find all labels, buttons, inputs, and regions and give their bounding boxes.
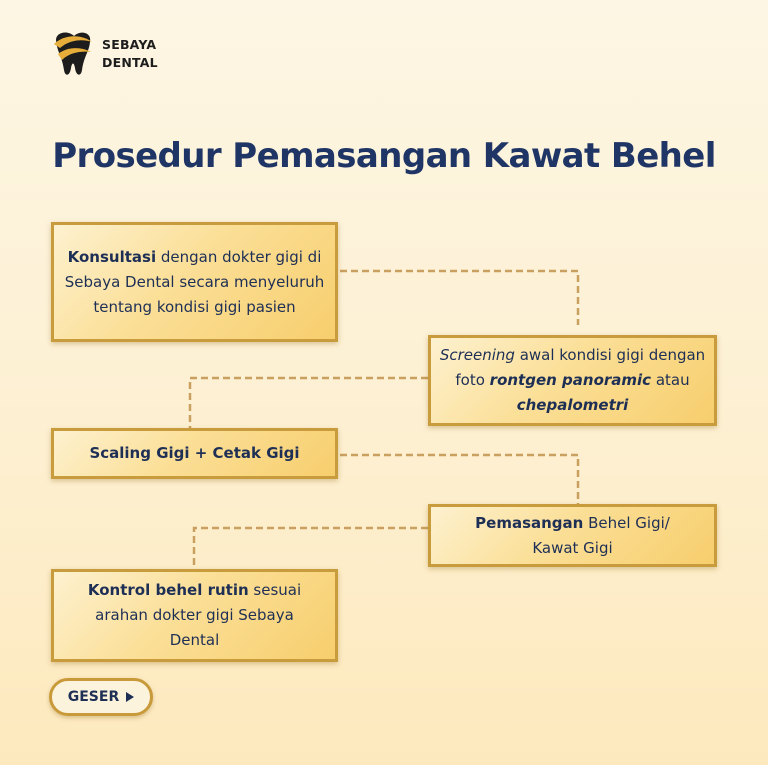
step-consultation: [51, 222, 338, 342]
step-scaling: [51, 428, 338, 479]
step-2-bold-italic-1: rontgen panoramic: [489, 371, 652, 389]
step-2-text-1: awal kondisi gigi dengan foto: [455, 346, 706, 389]
step-screening: [428, 335, 717, 426]
connector-4-5: [194, 528, 428, 569]
step-installation: [428, 504, 717, 567]
connector-3-4: [340, 455, 578, 504]
step-2-text-2: atau: [651, 371, 690, 389]
brand-line-2: DENTAL: [102, 55, 158, 70]
step-4-bold: Pemasangan: [475, 513, 584, 532]
step-5-bold: Kontrol behel rutin: [87, 581, 249, 599]
play-arrow-icon: [126, 692, 134, 702]
step-1-text: dengan dokter gigi di Sebaya Dental secara menyeluruh tentang kondisi gigi pasien: [64, 247, 325, 316]
step-3-bold: Scaling Gigi + Cetak Gigi: [89, 444, 300, 462]
connector-1-2: [340, 271, 578, 325]
step-control: [51, 569, 338, 662]
step-4-text: Behel Gigi/ Kawat Gigi: [532, 513, 670, 557]
step-5-text: sesuai arahan dokter gigi Sebaya Dental: [95, 581, 302, 649]
brand-line-1: SEBAYA: [102, 37, 157, 52]
connector-2-3: [190, 378, 428, 428]
page-title: Prosedur Pemasangan Kawat Behel: [52, 136, 716, 176]
step-2-bold-italic-2: chepalometri: [516, 396, 629, 414]
step-1-bold: Konsultasi: [67, 247, 157, 266]
geser-button[interactable]: [49, 678, 153, 716]
step-2-italic: Screening: [439, 346, 515, 364]
geser-label: GESER: [67, 689, 120, 705]
